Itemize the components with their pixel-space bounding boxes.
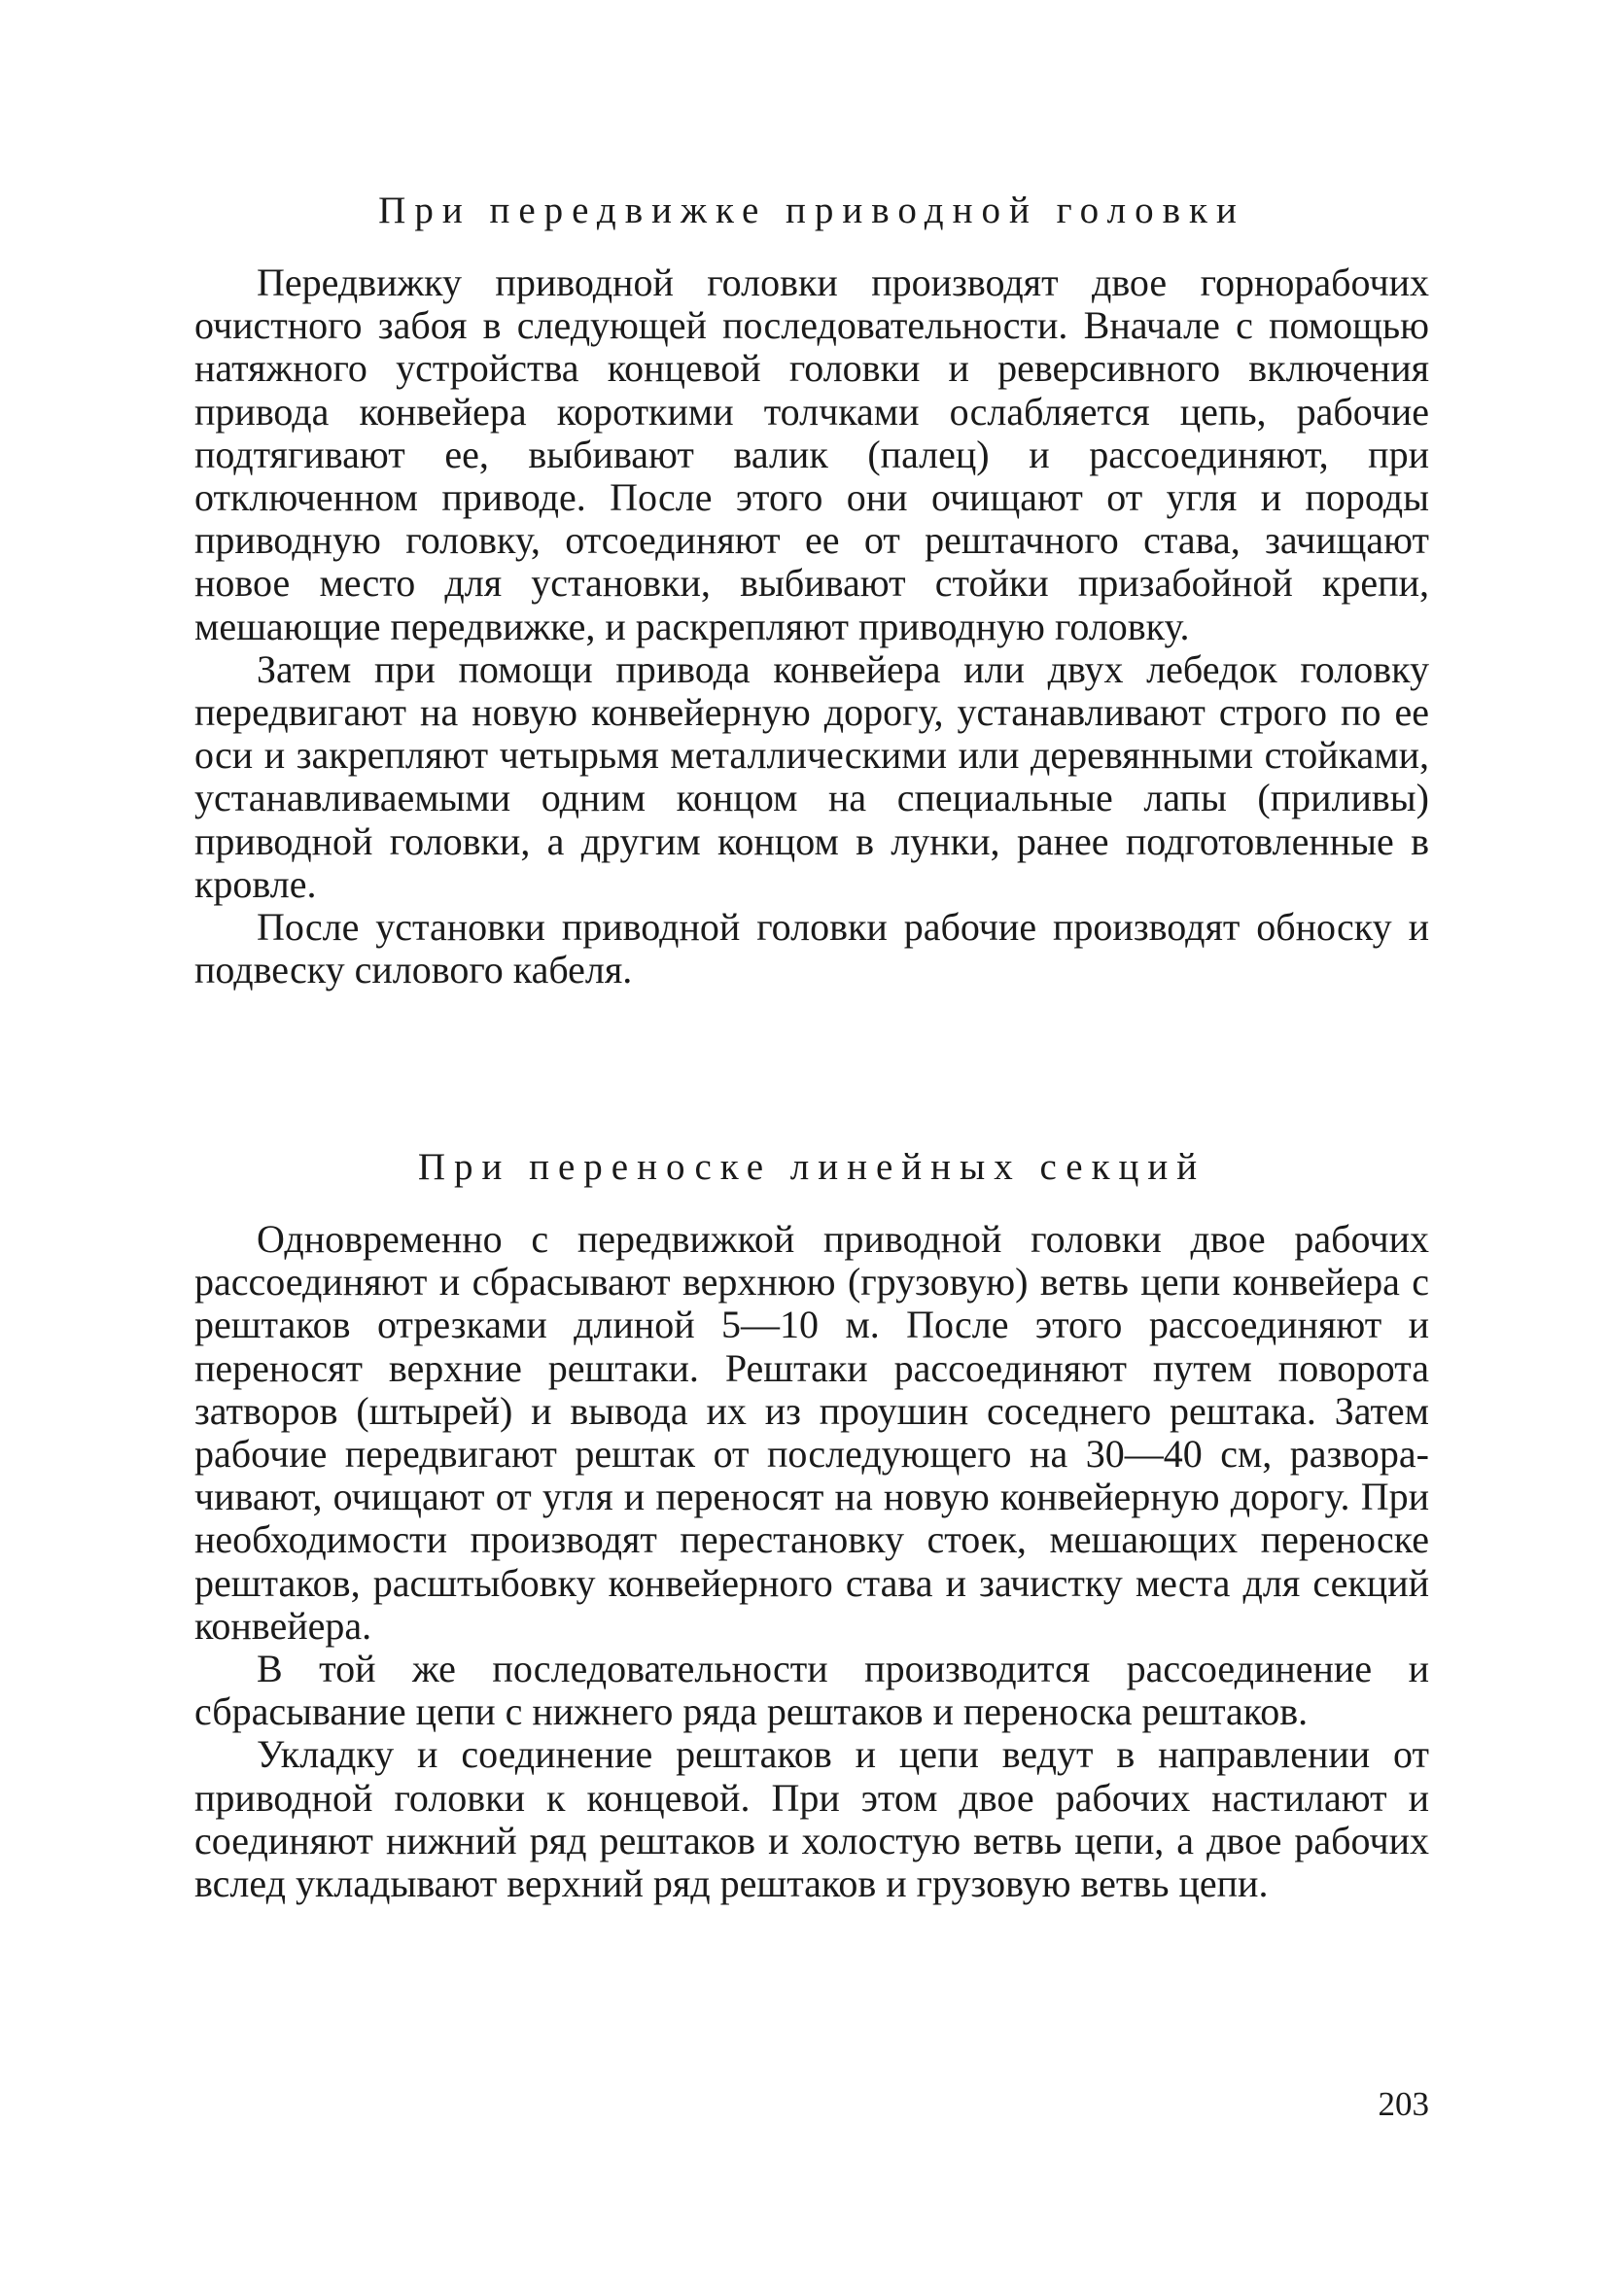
- paragraph: После установки приводной головки рабочие производят обноску и подвеску силового кабеля.: [194, 905, 1429, 992]
- section-line-sections-transfer: [194, 1218, 1429, 1905]
- paragraph: В той же последовательности производится рассоединение и сбрасывание цепи с нижнего ряда рештаков и переноска рештаков.: [194, 1647, 1429, 1734]
- section-drive-head-relocation: [194, 261, 1429, 991]
- paragraph: Укладку и соединение рештаков и цепи ведут в направлении от приводной головки к концевой. При этом двое рабочих настилают и соединяют нижний ряд рештаков и холостую ветвь цепи, а двое рабочих вслед укладывают верхний ряд рештаков и грузовую ветвь цепи.: [194, 1732, 1429, 1906]
- section-heading-drive-head: При передвижке приводной головки: [378, 190, 1245, 231]
- paragraph: Передвижку приводной головки производят двое горнорабочих очистного забоя в следующей последовательности. Вначале с помощью натяжного устройства концевой головки и реверсивного включения привода конвейера короткими толчками ослабляется цепь, рабочие подтягивают ее, выбивают валик (палец) и рассоединяют, при отключенном приводе. После этого они очищают от угля и породы приводную головку, отсоединяют ее от рештачного става, зачищают новое место для установки, выбивают стойки призабойной крепи, мешающие передвижке, и раскрепляют приводную головку.: [194, 261, 1429, 648]
- section-heading-line-sections: При переноске линейных секций: [417, 1146, 1206, 1188]
- page-number: 203: [1378, 2085, 1429, 2123]
- paragraph: Затем при помощи привода конвейера или двух лебедок головку передвигают на новую конвейерную дорогу, устанавливают строго по ее оси и закрепляют четырьмя металлическими или деревянными стойками, устанавливаемыми одним концом на специальные лапы (приливы) приводной головки, а другим концом в лунки, ранее подготовленные в кровле.: [194, 646, 1429, 906]
- paragraph: Одновременно с передвижкой приводной головки двое рабочих рассоединяют и сбрасывают верхнюю (грузовую) ветвь цепи конвейера с рештаков отрезками длиной 5—10 м. После этого рассоединяют и переносят верхние рештаки. Рештаки рассоединяют путем поворота затворов (штырей) и вывода их из проушин соседнего рештака. Затем рабочие передвигают рештак от последующего на 30—40 см, разворачивают, очищают от угля и переносят на новую конвейерную дорогу. При необходимости производят перестановку стоек, мешающих переноске рештаков, расштыбовку конвейерного става и зачистку места для секций конвейера.: [194, 1217, 1429, 1648]
